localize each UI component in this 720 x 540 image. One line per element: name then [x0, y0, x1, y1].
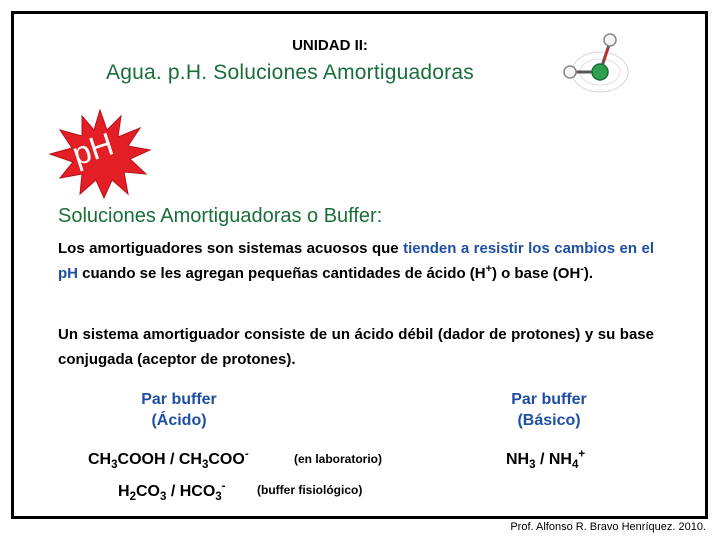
lab-note: (en laboratorio) [294, 452, 383, 466]
section-heading: Soluciones Amortiguadoras o Buffer: [58, 205, 383, 227]
water-molecule-icon [560, 18, 632, 98]
carbonic-buffer-pair: $H_2CO_3 / HCO_3^-$ [118, 480, 226, 504]
unit-label: UNIDAD II: [292, 37, 368, 54]
acid-buffer-label: Par buffer (Ácido) [141, 391, 217, 429]
paragraph-buffer-system: Un sistema amortiguador consiste de un ácido débil (dador de protones) y su base conjugada (aceptor de protones). [58, 326, 654, 368]
author-credit: Prof. Alfonso R. Bravo Henríquez. 2010. [510, 521, 706, 533]
highlight-text: tienden a resistir los cambios en el pH [58, 240, 655, 282]
base-buffer-label: Par buffer (Básico) [511, 391, 587, 429]
ammonia-buffer-pair: $NH_3 / NH_4^+$ [506, 448, 586, 472]
slide-title: Agua. p.H. Soluciones Amortiguadoras [106, 61, 474, 84]
paragraph-definition: Los amortiguadores son sistemas acuosos que tienden a resistir los cambios en el pH cuando se les agregan pequeñas cantidades de ácido (H+) o base (OH-). [58, 240, 655, 282]
ph-badge-text: pH [67, 125, 118, 173]
acetic-buffer-pair: $CH_3COOH / CH_3COO^-$ [88, 448, 249, 472]
physiological-note: (buffer fisiológico) [257, 483, 363, 497]
